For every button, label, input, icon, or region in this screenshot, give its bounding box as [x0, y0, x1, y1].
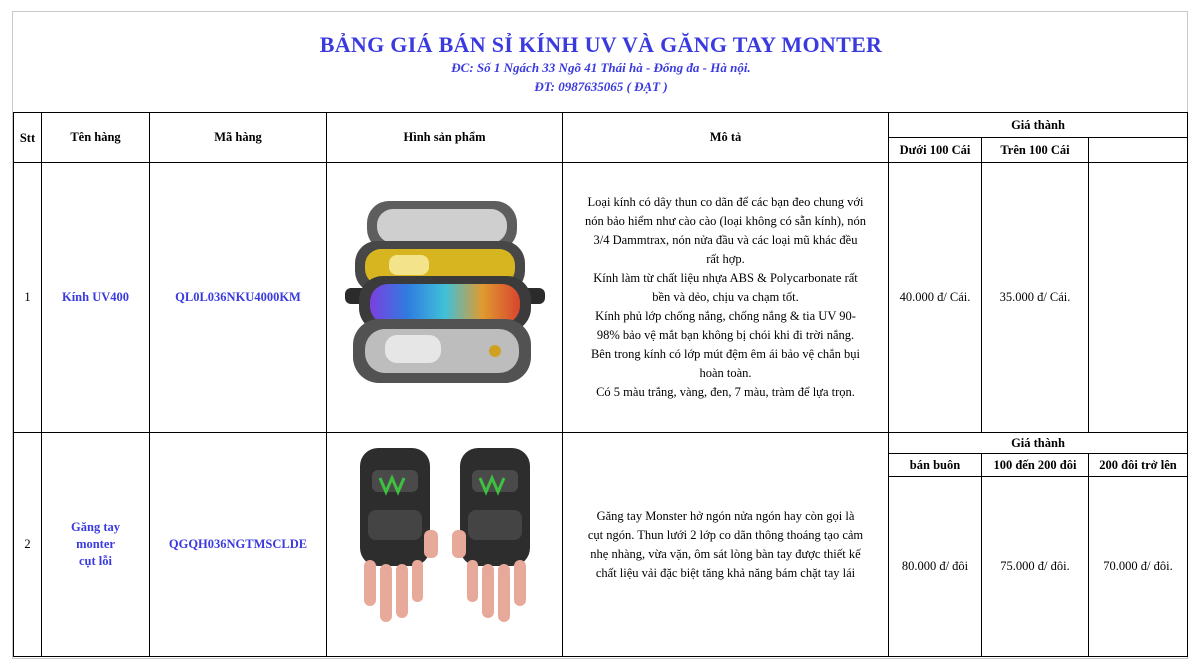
header-code: Mã hàng — [150, 113, 327, 163]
row-2-description — [563, 433, 889, 657]
price-header-under-100: Dưới 100 Cái — [889, 138, 982, 163]
row-2-price-200-plus: 70.000 đ/ đôi. — [1089, 477, 1188, 657]
row-1-description — [563, 163, 889, 433]
row-2-name-line: monter — [76, 537, 115, 551]
header-name: Tên hàng — [42, 113, 150, 163]
desc-line: rất hợp. — [706, 252, 745, 266]
row-1-price-over-100: 35.000 đ/ Cái. — [982, 163, 1089, 433]
price-header-empty — [1089, 138, 1188, 163]
row-1-price-under-100: 40.000 đ/ Cái. — [889, 163, 982, 433]
price-header-over-100: Trên 100 Cái — [982, 138, 1089, 163]
row-1-image — [327, 163, 563, 433]
price-header-200-plus: 200 đôi trở lên — [1089, 454, 1188, 477]
header-price: Giá thành — [889, 113, 1188, 138]
desc-line: cụt ngón. Thun lưới 2 lớp co dãn thông thoáng tạo cảm — [587, 527, 864, 542]
price-table — [13, 112, 1188, 657]
desc-line: nhẹ nhàng, vừa vặn, ôm sát lòng bàn tay được thiết kế — [590, 546, 861, 561]
desc-line: Găng tay Monster hở ngón nửa ngón hay còn gọi là — [596, 508, 855, 523]
row-2-price-wholesale: 80.000 đ/ đôi — [889, 477, 982, 657]
row-2-name — [42, 433, 150, 657]
desc-line: chất liệu vải đặc biệt tăng khả năng bám chặt tay lái — [595, 565, 856, 580]
row-1-price-empty — [1089, 163, 1188, 433]
desc-line: Loại kính có dây thun co dãn để các bạn đeo chung với — [587, 195, 864, 209]
row-1-code: QL0L036NKU4000KM — [150, 163, 327, 433]
row-2-name-line: cụt lỗi — [79, 554, 112, 568]
desc-line: nón bảo hiểm như cào cào (loại không có sẵn kính), nón — [584, 214, 866, 228]
desc-line: Kính phủ lớp chống nắng, chống nắng & tia UV 90- — [595, 309, 856, 323]
price-header-wholesale: bán buôn — [889, 454, 982, 477]
goggles-image — [345, 191, 545, 401]
desc-line: Bên trong kính có lớp mút đệm êm ái bảo vệ chắn bụi — [590, 347, 861, 361]
address-line: ĐC: Số 1 Ngách 33 Ngõ 41 Thái hà - Đống đa - Hà nội. — [451, 60, 751, 75]
gloves-image — [350, 440, 540, 646]
desc-line: bền và dẻo, chịu va chạm tốt. — [652, 290, 799, 304]
row-2-name-line: Găng tay — [71, 520, 120, 534]
desc-line: 3/4 Dammtrax, nón nửa đầu và các loại mũ khác đều — [593, 233, 858, 247]
row-1-name: Kính UV400 — [42, 163, 150, 433]
page-title: BẢNG GIÁ BÁN SỈ KÍNH UV VÀ GĂNG TAY MONTER — [319, 32, 883, 57]
row-2-price-100-200: 75.000 đ/ đôi. — [982, 477, 1089, 657]
desc-line: Có 5 màu trắng, vàng, đen, 7 màu, tràm để lựa trọn. — [596, 385, 855, 399]
row-2-code: QGQH036NGTMSCLDE — [150, 433, 327, 657]
row-2-stt: 2 — [14, 433, 42, 657]
phone-line: ĐT: 0987635065 ( ĐẠT ) — [534, 79, 668, 94]
header-image: Hình sản phẩm — [327, 113, 563, 163]
row-2-image — [327, 433, 563, 657]
row-2-price-title: Giá thành — [889, 433, 1188, 454]
header-desc: Mô tả — [563, 113, 889, 163]
price-header-100-200: 100 đến 200 đôi — [982, 454, 1089, 477]
desc-line: Kính làm từ chất liệu nhựa ABS & Polycarbonate rất — [593, 271, 858, 285]
sheet-header — [13, 12, 1189, 112]
header-stt — [14, 113, 42, 163]
desc-line: hoàn toàn. — [699, 366, 752, 380]
row-1-stt: 1 — [14, 163, 42, 433]
header-stt-label: Stt — [19, 130, 36, 145]
desc-line: 98% bảo vệ mắt bạn không bị chói khi đi trời nắng. — [596, 328, 855, 342]
